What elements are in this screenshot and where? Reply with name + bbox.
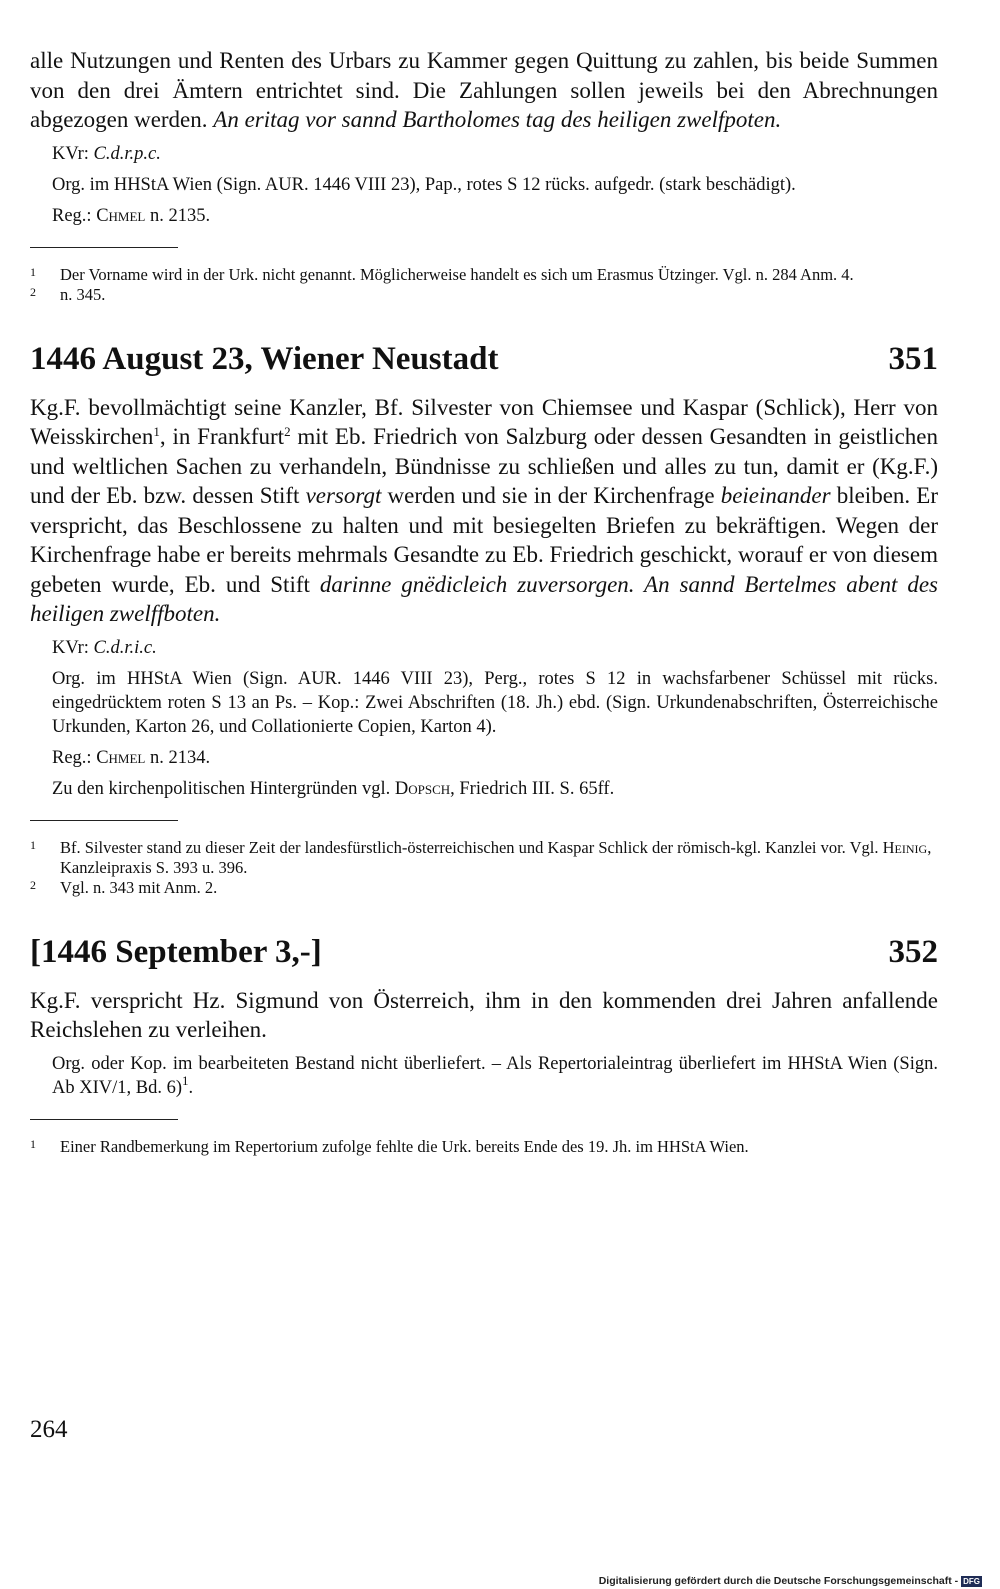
entry-350-org: Org. im HHStA Wien (Sign. AUR. 1446 VIII 23), Pap., rotes S 12 rücks. aufgedr. (stark beschädigt). (52, 174, 796, 195)
digitization-credit: Digitalisierung gefördert durch die Deutsche Forschungsgemeinschaft - DFG (598, 1575, 980, 1587)
footnote: 2 n. 345. (30, 284, 106, 304)
entry-title: 1446 August 23, Wiener Neustadt (30, 340, 499, 377)
entry-351-heading (30, 339, 938, 379)
entry-351-text: Kg.F. bevollmächtigt seine Kanzler, Bf. Silvester von Chiemsee und Kaspar (Schlick), Herr von Weisskirchen$^1$, in Frankfurt$^2$ mit Eb. Friedrich von Salzburg oder dessen Gesandten in geistlichen und weltlichen Sachen zu verhandeln, Bündnisse zu schließen und alles zu tun, damit er (Kg.F.) und der Eb. bzw. dessen Stift versorgt werden und sie in der Kirchenfrage beieinander bleiben. Er verspricht, das Beschlossene zu halten und mit besiegelten Briefen zu bekräftigen. Wegen der Kirchenfrage habe er bereits mehrmals Gesandte zu Eb. Friedrich geschickt, worauf er von diesem gebeten wurde, Eb. und Stift darinne gnëdicleich zuversorgen. An sannd Bertelmes abent des heiligen zwelffboten. (30, 394, 939, 626)
dfg-logo: DFG (963, 1576, 980, 1586)
entry-title: [1446 September 3,-] (30, 933, 322, 970)
footnote-divider (30, 820, 178, 821)
footnote: 1 Bf. Silvester stand zu dieser Zeit der landesfürstlich-österreichischen und Kaspar Schlick der römisch-kgl. Kanzlei vor. Vgl. Heinig, Kanzleipraxis S. 393 u. 396. (30, 837, 932, 877)
entry-350-reg: Reg.: Chmel n. 2135. (52, 205, 211, 226)
footnote-divider (30, 1119, 178, 1120)
entry-number: 351 (888, 340, 938, 377)
entry-351-kvr: KVr: C.d.r.i.c. (52, 637, 157, 658)
entry-350-kvr: KVr: C.d.r.p.c. (52, 143, 161, 164)
footnote: 2 Vgl. n. 343 mit Anm. 2. (30, 877, 218, 897)
entry-352-org: Org. oder Kop. im bearbeiteten Bestand nicht überliefert. – Als Repertorialeintrag überliefert im HHStA Wien (Sign. Ab XIV/1, Bd. 6)$^1$. (52, 1053, 938, 1098)
footnote: 1 Einer Randbemerkung im Repertorium zufolge fehlte die Urk. bereits Ende des 19. Jh. im HHStA Wien. (30, 1136, 749, 1156)
footnote: 1 Der Vorname wird in der Urk. nicht genannt. Möglicherweise handelt es sich um Erasmus Ützinger. Vgl. n. 284 Anm. 4. (30, 264, 854, 284)
entry-351-literature: Zu den kirchenpolitischen Hintergründen vgl. Dopsch, Friedrich III. S. 65ff. (52, 778, 615, 799)
document-page (30, 46, 938, 1157)
page-number: 264 (30, 1416, 68, 1443)
entry-351-org: Org. im HHStA Wien (Sign. AUR. 1446 VIII 23), Perg., rotes S 12 in wachsfarbener Schüssel mit rücks. eingedrücktem roten S 13 an Ps. – Kop.: Zwei Abschriften (18. Jh.) ebd. (Sign. Urkundenabschriften, Österreichische Urkunden, Karton 26, und Collationierte Copien, Karton 4). (52, 668, 938, 737)
footnote-divider (30, 247, 178, 248)
entry-351-reg: Reg.: Chmel n. 2134. (52, 747, 211, 768)
entry-352-text: Kg.F. verspricht Hz. Sigmund von Österreich, ihm in den kommenden drei Jahren anfallende Reichslehen zu verleihen. (30, 987, 938, 1042)
entry-350-text: alle Nutzungen und Renten des Urbars zu Kammer gegen Quittung zu zahlen, bis beide Summen von den drei Ämtern entrichtet sind. Die Zahlungen sollen jeweils bei den Abrechnungen abgezogen werden. An eritag vor sannd Bartholomes tag des heiligen zwelfpoten. (30, 48, 938, 132)
entry-352-heading (30, 932, 938, 972)
entry-number: 352 (888, 933, 938, 970)
